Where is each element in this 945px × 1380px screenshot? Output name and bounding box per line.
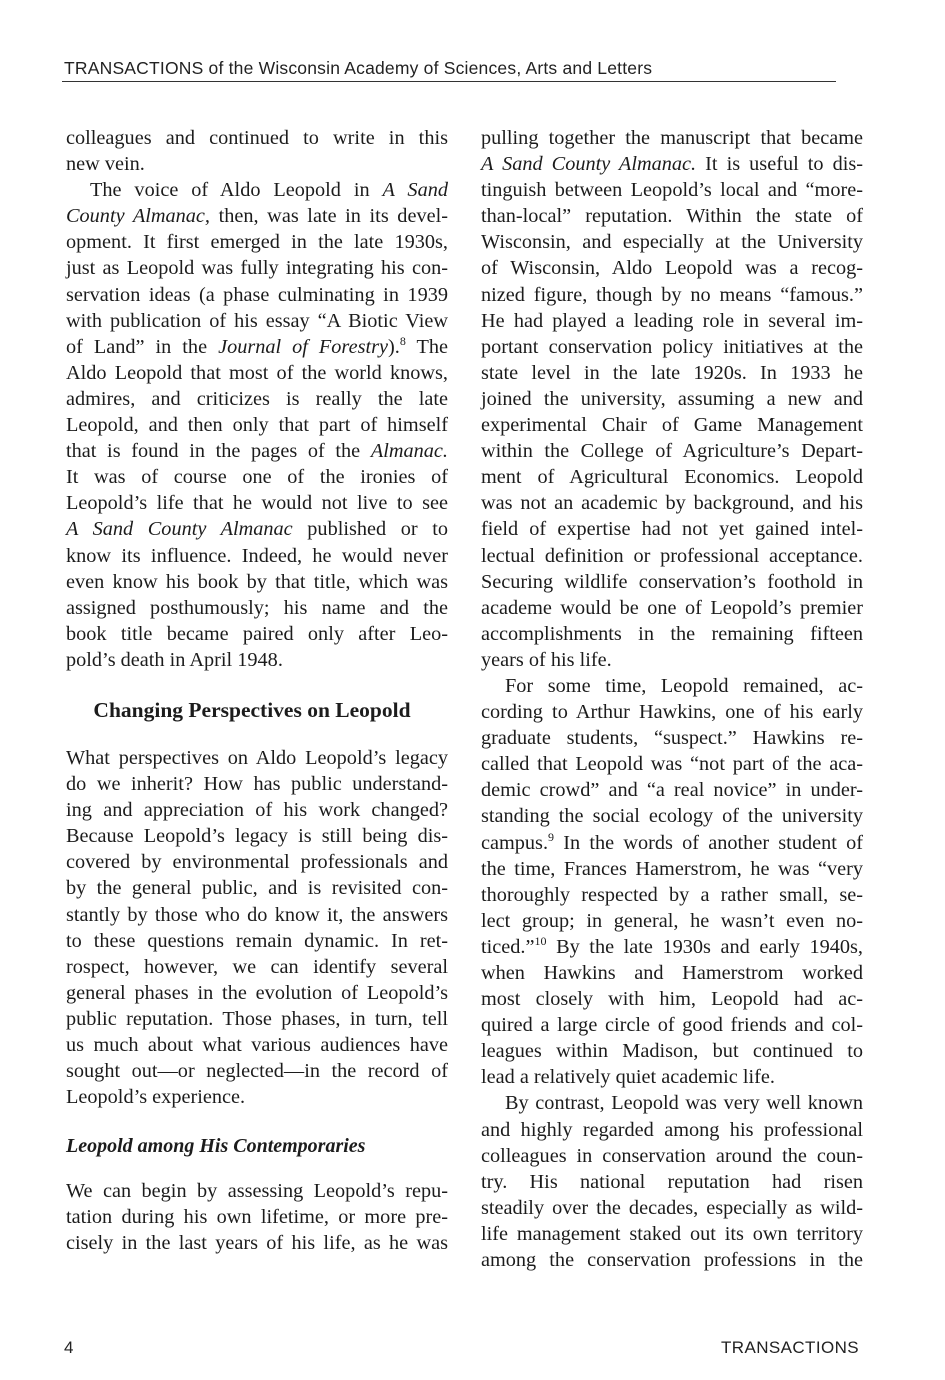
text-span: The voice of Aldo Leopold in bbox=[90, 179, 383, 202]
sub-heading: Leopold among His Contemporaries bbox=[66, 1135, 366, 1158]
text-line: of Wisconsin, Aldo Leopold was a recog- bbox=[481, 257, 863, 280]
journal-title: Journal of Forestry bbox=[218, 335, 388, 358]
text-span: In the words of another student of bbox=[554, 831, 863, 854]
paragraph bbox=[481, 125, 863, 673]
text-line: when Hawkins and Hamerstrom worked bbox=[481, 962, 863, 984]
header-rule bbox=[62, 81, 836, 82]
section-heading: Changing Perspectives on Leopold bbox=[93, 697, 411, 722]
text-line: Aldo Leopold that most of the world knows, bbox=[66, 361, 448, 384]
text-line: stantly by those who do know it, the answers bbox=[66, 903, 448, 926]
text-line: thoroughly respected by a rather small, se- bbox=[481, 883, 863, 906]
text-span: published or to bbox=[292, 518, 449, 541]
text-line: Leopold’s life that he would not live to see bbox=[66, 492, 448, 515]
text-line: within the College of Agriculture’s Depart- bbox=[481, 440, 863, 463]
text-line: portant conservation policy initiatives at the bbox=[481, 335, 863, 358]
running-head: TRANSACTIONS of the Wisconsin Academy of Sciences, Arts and Letters bbox=[64, 58, 653, 78]
text-line bbox=[66, 334, 448, 360]
text-line: quired a large circle of good friends and col- bbox=[481, 1014, 863, 1037]
text-span: then, was late in its devel- bbox=[209, 205, 448, 228]
text-line: It was of course one of the ironies of bbox=[66, 466, 448, 489]
text-line: new vein. bbox=[66, 153, 145, 176]
text-span: The bbox=[405, 335, 448, 358]
text-line: opment. It first emerged in the late 1930s, bbox=[66, 231, 448, 254]
text-line: sought out—or neglected—in the record of bbox=[66, 1060, 448, 1083]
text-line: leagues within Madison, but continued to bbox=[481, 1040, 863, 1063]
page-number: 4 bbox=[64, 1338, 74, 1357]
footer-journal-name: TRANSACTIONS bbox=[721, 1338, 859, 1357]
text-line: admires, and criticizes is really the late bbox=[66, 387, 448, 410]
text-line: Because Leopold’s legacy is still being dis- bbox=[66, 825, 448, 848]
text-line: ment of Agricultural Economics. Leopold bbox=[481, 466, 863, 489]
text-line: pulling together the manuscript that became bbox=[481, 127, 863, 149]
text-line: even know his book by that title, which was bbox=[66, 570, 448, 593]
text-line: tinguish between Leopold’s local and “more- bbox=[481, 179, 863, 202]
text-line: pold’s death in April 1948. bbox=[66, 648, 283, 671]
text-line: covered by environmental professionals and bbox=[66, 851, 448, 874]
paragraph bbox=[66, 125, 448, 177]
text-line: know its influence. Indeed, he would never bbox=[66, 544, 448, 567]
text-span: It is useful to dis- bbox=[696, 153, 864, 176]
text-line bbox=[66, 516, 448, 542]
text-line: By contrast, Leopold was very well known bbox=[505, 1092, 863, 1115]
text-line: book title became paired only after Leo- bbox=[66, 622, 448, 645]
paragraph bbox=[481, 1090, 863, 1273]
text-line: public reputation. Those phases, in turn, tell bbox=[66, 1007, 448, 1030]
text-line: Leopold’s experience. bbox=[66, 1086, 246, 1109]
text-line: servation ideas (a phase culminating in 1939 bbox=[66, 283, 448, 306]
text-line bbox=[66, 177, 448, 203]
text-line: tation during his own lifetime, or more pre- bbox=[66, 1206, 448, 1229]
text-line: most closely with him, Leopold had ac- bbox=[481, 988, 863, 1011]
text-line: demic crowd” and “a real novice” in under- bbox=[481, 779, 863, 802]
book-title: A Sand County Almanac. bbox=[481, 153, 697, 176]
text-line bbox=[481, 830, 863, 856]
text-line: years of his life. bbox=[481, 648, 612, 671]
text-line: with publication of his essay “A Biotic View bbox=[66, 309, 448, 332]
text-span: campus. bbox=[481, 831, 549, 854]
text-line: lectual definition or professional acceptance. bbox=[481, 544, 863, 567]
text-line: and highly regarded among his professional bbox=[481, 1118, 863, 1141]
text-line: academe would be one of Leopold’s premier bbox=[481, 596, 863, 619]
text-line bbox=[66, 438, 448, 464]
text-line: life management staked out its own territory bbox=[481, 1222, 863, 1245]
text-line: Leopold, and then only that part of himself bbox=[66, 414, 448, 437]
text-line: the time, Frances Hamerstrom, he was “very bbox=[481, 857, 863, 880]
right-column bbox=[481, 125, 863, 1273]
text-line: us much about what various audiences have bbox=[66, 1034, 448, 1056]
text-line: standing the social ecology of the university bbox=[481, 805, 863, 828]
text-line: steadily over the decades, especially as wild- bbox=[481, 1196, 863, 1219]
footnote-ref[interactable]: 9 bbox=[548, 829, 555, 844]
text-line: try. His national reputation had risen bbox=[481, 1170, 863, 1193]
text-line: experimental Chair of Game Management bbox=[481, 414, 863, 437]
text-span: ). bbox=[388, 335, 400, 358]
text-line: just as Leopold was fully integrating his con- bbox=[66, 257, 448, 280]
text-line: nized figure, though by no means “famous.” bbox=[481, 283, 863, 306]
text-line: was not an academic by background, and his bbox=[481, 492, 863, 515]
text-line bbox=[481, 151, 863, 177]
paragraph bbox=[481, 673, 863, 1091]
text-line: state level in the late 1920s. In 1933 he bbox=[481, 361, 863, 384]
paragraph bbox=[66, 177, 448, 673]
text-line: ing and appreciation of his work changed? bbox=[66, 799, 448, 822]
footnote-ref[interactable]: 10 bbox=[534, 933, 547, 948]
text-line: He had played a leading role in several im- bbox=[481, 309, 863, 332]
book-title: County Almanac, bbox=[66, 205, 210, 228]
text-line: called that Leopold was “not part of the aca- bbox=[481, 753, 863, 776]
text-line: lect group; in general, he wasn’t even no- bbox=[481, 909, 863, 932]
text-line: lead a relatively quiet academic life. bbox=[481, 1066, 775, 1089]
text-line: Wisconsin, and especially at the University bbox=[481, 231, 863, 254]
text-line: graduate students, “suspect.” Hawkins re- bbox=[481, 727, 863, 750]
left-column bbox=[66, 125, 448, 1257]
book-title: A Sand bbox=[382, 179, 448, 202]
footnote-ref[interactable]: 8 bbox=[399, 333, 406, 348]
text-line: do we inherit? How has public understand- bbox=[66, 773, 448, 796]
text-line bbox=[66, 203, 448, 229]
text-line: colleagues and continued to write in this bbox=[66, 127, 448, 149]
text-span: By the late 1930s and early 1940s, bbox=[546, 935, 863, 958]
paragraph bbox=[66, 745, 448, 1110]
text-span: that is found in the pages of the bbox=[66, 440, 371, 463]
text-line: general phases in the evolution of Leopold’s bbox=[66, 981, 448, 1004]
text-span: ticed.” bbox=[481, 935, 535, 958]
text-line: than-local” reputation. Within the state of bbox=[481, 205, 863, 228]
text-line: colleagues in conservation around the coun- bbox=[481, 1144, 863, 1167]
text-line: Securing wildlife conservation’s foothold in bbox=[481, 570, 863, 593]
text-line: among the conservation professions in the bbox=[481, 1249, 863, 1272]
text-line: rospect, however, we can identify several bbox=[66, 955, 448, 978]
text-line bbox=[481, 934, 863, 960]
book-title: Almanac. bbox=[370, 440, 448, 463]
text-line: assigned posthumously; his name and the bbox=[66, 596, 448, 619]
text-line: We can begin by assessing Leopold’s repu- bbox=[66, 1180, 448, 1203]
text-line: to these questions remain dynamic. In ret- bbox=[66, 929, 448, 952]
text-line: cisely in the last years of his life, as he was bbox=[66, 1232, 448, 1255]
text-line: joined the university, assuming a new and bbox=[481, 387, 863, 410]
paragraph bbox=[66, 1178, 448, 1256]
text-line: For some time, Leopold remained, ac- bbox=[505, 674, 863, 697]
text-line: What perspectives on Aldo Leopold’s legacy bbox=[66, 746, 448, 769]
text-line: accomplishments in the remaining fifteen bbox=[481, 622, 863, 645]
text-line: by the general public, and is revisited con- bbox=[66, 877, 448, 900]
book-title: A Sand County Almanac bbox=[66, 518, 293, 541]
text-line: cording to Arthur Hawkins, one of his early bbox=[481, 701, 863, 724]
text-span: of Land” in the bbox=[66, 335, 219, 358]
text-line: field of expertise had not yet gained intel- bbox=[481, 518, 863, 541]
